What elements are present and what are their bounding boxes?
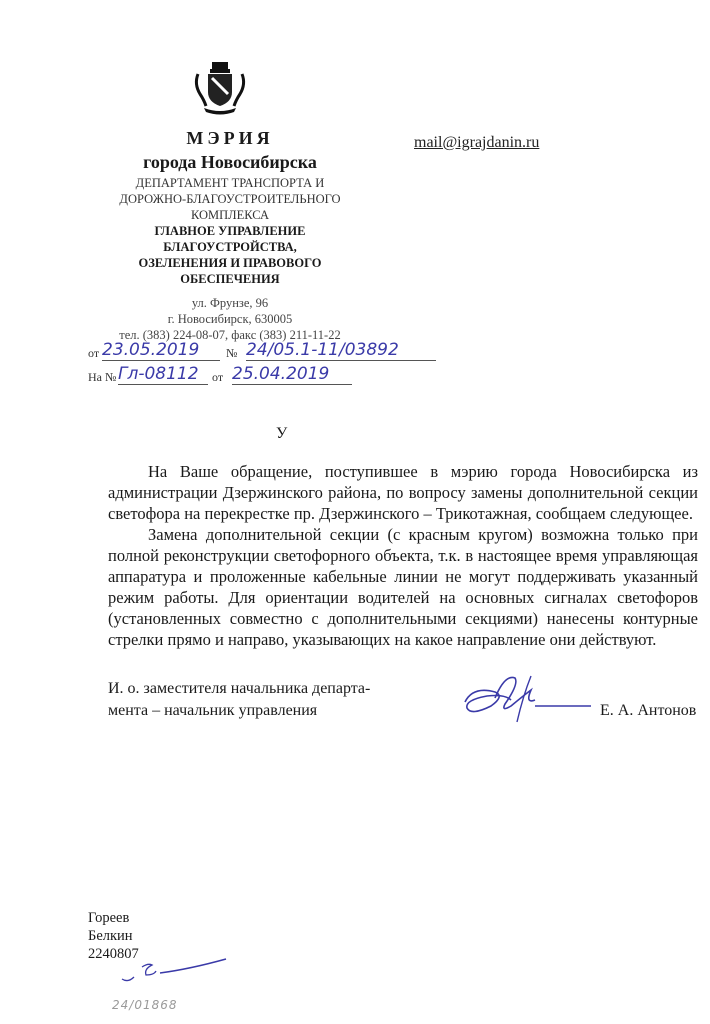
body-paragraph: Замена дополнительной секции (с красным кругом) возможна только при полной реконструкции светофорного объекта, т.к. в настоящее время управляющая аппаратура и проложенные кабельные линии не могут поддерживать указанный режим работы. Для ориентации водителей на основных сигналах светофоров (установленных совместно с дополнительными секциями) нанесены контурные стрелки прямо и направо, указывающих на какое направление они действуют.	[108, 525, 698, 649]
signature-icon	[455, 668, 595, 728]
org-title: МЭРИЯ	[186, 128, 274, 148]
management-line: ОЗЕЛЕНЕНИЯ И ПРАВОВОГО	[138, 256, 322, 270]
signer-role-line: мента – начальник управления	[108, 702, 318, 719]
address-line: г. Новосибирск, 630005	[167, 312, 293, 326]
reply-from-label: от	[212, 370, 224, 384]
registration-from-label: от	[88, 346, 100, 360]
addressee: У	[276, 425, 288, 442]
registration-number: 24/05.1-11/03892	[246, 340, 436, 361]
reply-date: 25.04.2019	[232, 364, 352, 385]
registration-date: 23.05.2019	[102, 340, 220, 361]
department-line: ДОРОЖНО-БЛАГОУСТРОИТЕЛЬНОГО	[119, 192, 341, 206]
executor-line: Гореев	[88, 910, 130, 926]
stamp-number: 24/01868	[112, 998, 178, 1012]
address-line: ул. Фрунзе, 96	[191, 296, 269, 310]
org-city: города Новосибирска	[143, 152, 317, 172]
registration-number-label: №	[226, 346, 238, 360]
recipient-email: mail@igrajdanin.ru	[414, 134, 540, 151]
initials-icon	[120, 955, 230, 985]
signer-name: Е. А. Антонов	[600, 702, 697, 719]
department-line: ДЕПАРТАМЕНТ ТРАНСПОРТА И	[135, 176, 325, 190]
management-line: ОБЕСПЕЧЕНИЯ	[180, 272, 280, 286]
address-line: тел. (383) 224-08-07, факс (383) 211-11-22	[119, 328, 341, 342]
reply-number-label: На №	[88, 370, 117, 384]
department-line: КОМПЛЕКСА	[190, 208, 270, 222]
executor-line: Белкин	[88, 928, 133, 944]
reply-number: Гл-08112	[118, 364, 208, 385]
executor-phone: 2240807	[88, 946, 139, 962]
coat-of-arms-icon	[190, 60, 250, 120]
management-line: ГЛАВНОЕ УПРАВЛЕНИЕ	[154, 224, 306, 238]
body-paragraph: На Ваше обращение, поступившее в мэрию города Новосибирска из администрации Дзержинского района, по вопросу замены дополнительной секции светофора на перекрестке пр. Дзержинского – Трикотажная, сообщаем следующее.	[108, 462, 698, 523]
management-line: БЛАГОУСТРОЙСТВА,	[163, 240, 297, 254]
signer-role-line: И. о. заместителя начальника департа-	[108, 680, 371, 697]
